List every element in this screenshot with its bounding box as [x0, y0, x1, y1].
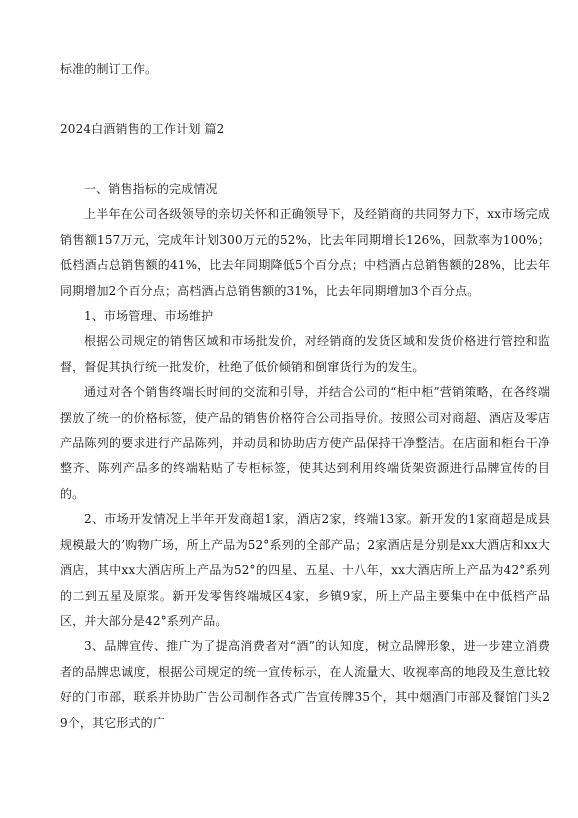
- continued-text: 标准的制订工作。: [60, 62, 158, 76]
- paragraph-sales-summary: 上半年在公司各级领导的亲切关怀和正确领导下，及经销商的共同努力下，xx市场完成销售额157万元，完成年计划300万元的52%，比去年同期增长126%，回款率为100%；低档酒占总销售额的41%，比去年同期降低5个百分点；中档酒占总销售额的28%，比去年同期增加2个百分点；高档酒占总销售额的31%，比去年同期增加3个百分点。: [60, 207, 550, 298]
- subheading-market-management: 1、市场管理、市场维护: [84, 309, 214, 324]
- section-heading-sales-targets: 一、销售指标的完成情况: [84, 182, 218, 196]
- paragraph-terminal-display: 通过对各个销售终端长时间的交流和引导，并结合公司的“柜中柜”营销策略，在各终端摆放了统一的价格标签，使产品的销售价格符合公司指导价。按照公司对商超、酒店及零店产品陈列的要求进行产品陈列，并动员和协助店方使产品保持干净整洁。在店面和柜台干净整齐、陈列产品多的终端粘贴了专柜标签，使其达到利用终端货架资源进行品牌宣传的目的。: [60, 385, 550, 501]
- paragraph-brand-promotion: 3、品牌宣传、推广为了提高消费者对“酒”的认知度，树立品牌形象，进一步建立消费者的品牌忠诚度，根据公司规定的统一宣传标示，在人流量大、收视率高的地段及生意比较好的门市部，联系并协助广告公司制作各式广告宣传牌35个，其中烟酒门市部及餐馆门头29个，其它形式的广: [60, 639, 550, 730]
- paragraph-market-development: 2、市场开发情况上半年开发商超1家，酒店2家，终端13家。新开发的1家商超是成县规模最大的’购物广场，所上产品为52°系列的全部产品；2家酒店是分别是xx大酒店和xx大酒店，其中xx大酒店所上产品为52°的四星、五星、十八年，xx大酒店所上产品为42°系列的二到五星及原浆。新开发零售终端城区4家，乡镇9家，所上产品主要集中在中低档产品区，并大部分是42°系列产品。: [60, 512, 550, 628]
- paragraph-price-control: 根据公司规定的销售区域和市场批发价，对经销商的发货区域和发货价格进行管控和监督，督促其执行统一批发价，杜绝了低价倾销和倒窜货行为的发生。: [60, 334, 550, 374]
- document-title: 2024白酒销售的工作计划 篇2: [60, 122, 225, 136]
- document-body: [60, 177, 550, 736]
